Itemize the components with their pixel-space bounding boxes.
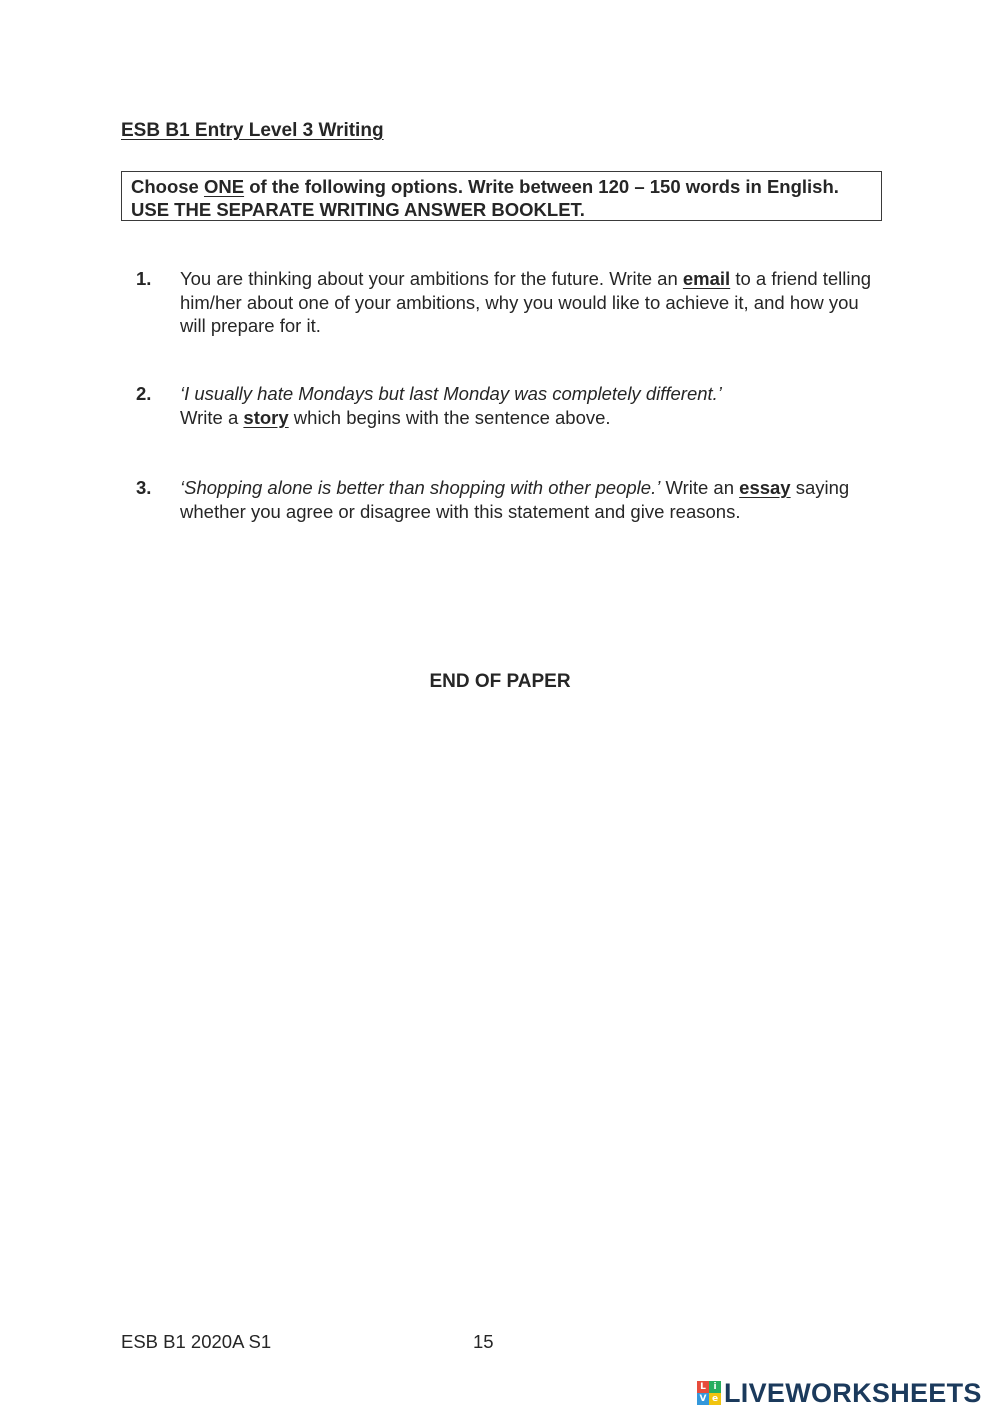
logo-cell: i [709,1381,721,1393]
instructions-part1: Choose [131,176,204,197]
question-body [180,476,886,523]
question-quote: ‘Shopping alone is better than shopping with other people [180,477,652,498]
question-body [180,267,886,338]
question-keyword: essay [739,477,791,498]
question-text: saying whether you agree or disagree with this statement and give reasons. [180,477,850,522]
footer-code: ESB B1 2020A S1 [121,1331,272,1352]
question-number: 3. [136,477,152,498]
logo-cell: L [697,1381,709,1393]
end-of-paper: END OF PAPER [429,671,571,692]
question-number: 2. [136,383,152,404]
liveworksheets-logo-icon [697,1381,721,1405]
question-text: Write a [180,406,244,428]
question-keyword: email [682,268,731,289]
question-text: which begins with the sentence above. [288,406,611,428]
question-keyword: story [243,406,289,428]
question-quote-end: .’ [651,477,661,498]
logo-cell: e [709,1393,721,1405]
question-text: Write an [660,477,740,498]
question-text: You are thinking about your ambitions for the future. Write an [180,268,683,289]
instructions-part2: of the following options. Write between 120 – 150 words in English. USE THE SEPARATE WRITING ANSWER BOOKLET. [131,176,839,220]
question-text: to a friend telling him/her about one of your ambitions, why you would like to achieve it, and how you will prepare for it. [180,268,872,336]
watermark-text: LIVEWORKSHEETS [724,1377,982,1408]
question-quote: ‘I usually hate Mondays but last Monday was completely different.’ [180,383,722,404]
instructions-box [121,171,882,221]
logo-cell: V [697,1393,709,1405]
liveworksheets-watermark [697,1376,982,1410]
footer-page-number: 15 [473,1331,494,1352]
instructions-emphasis: ONE [203,176,245,197]
document-title: ESB B1 Entry Level 3 Writing [121,120,384,141]
question-body [180,382,886,429]
question-number: 1. [136,268,152,289]
